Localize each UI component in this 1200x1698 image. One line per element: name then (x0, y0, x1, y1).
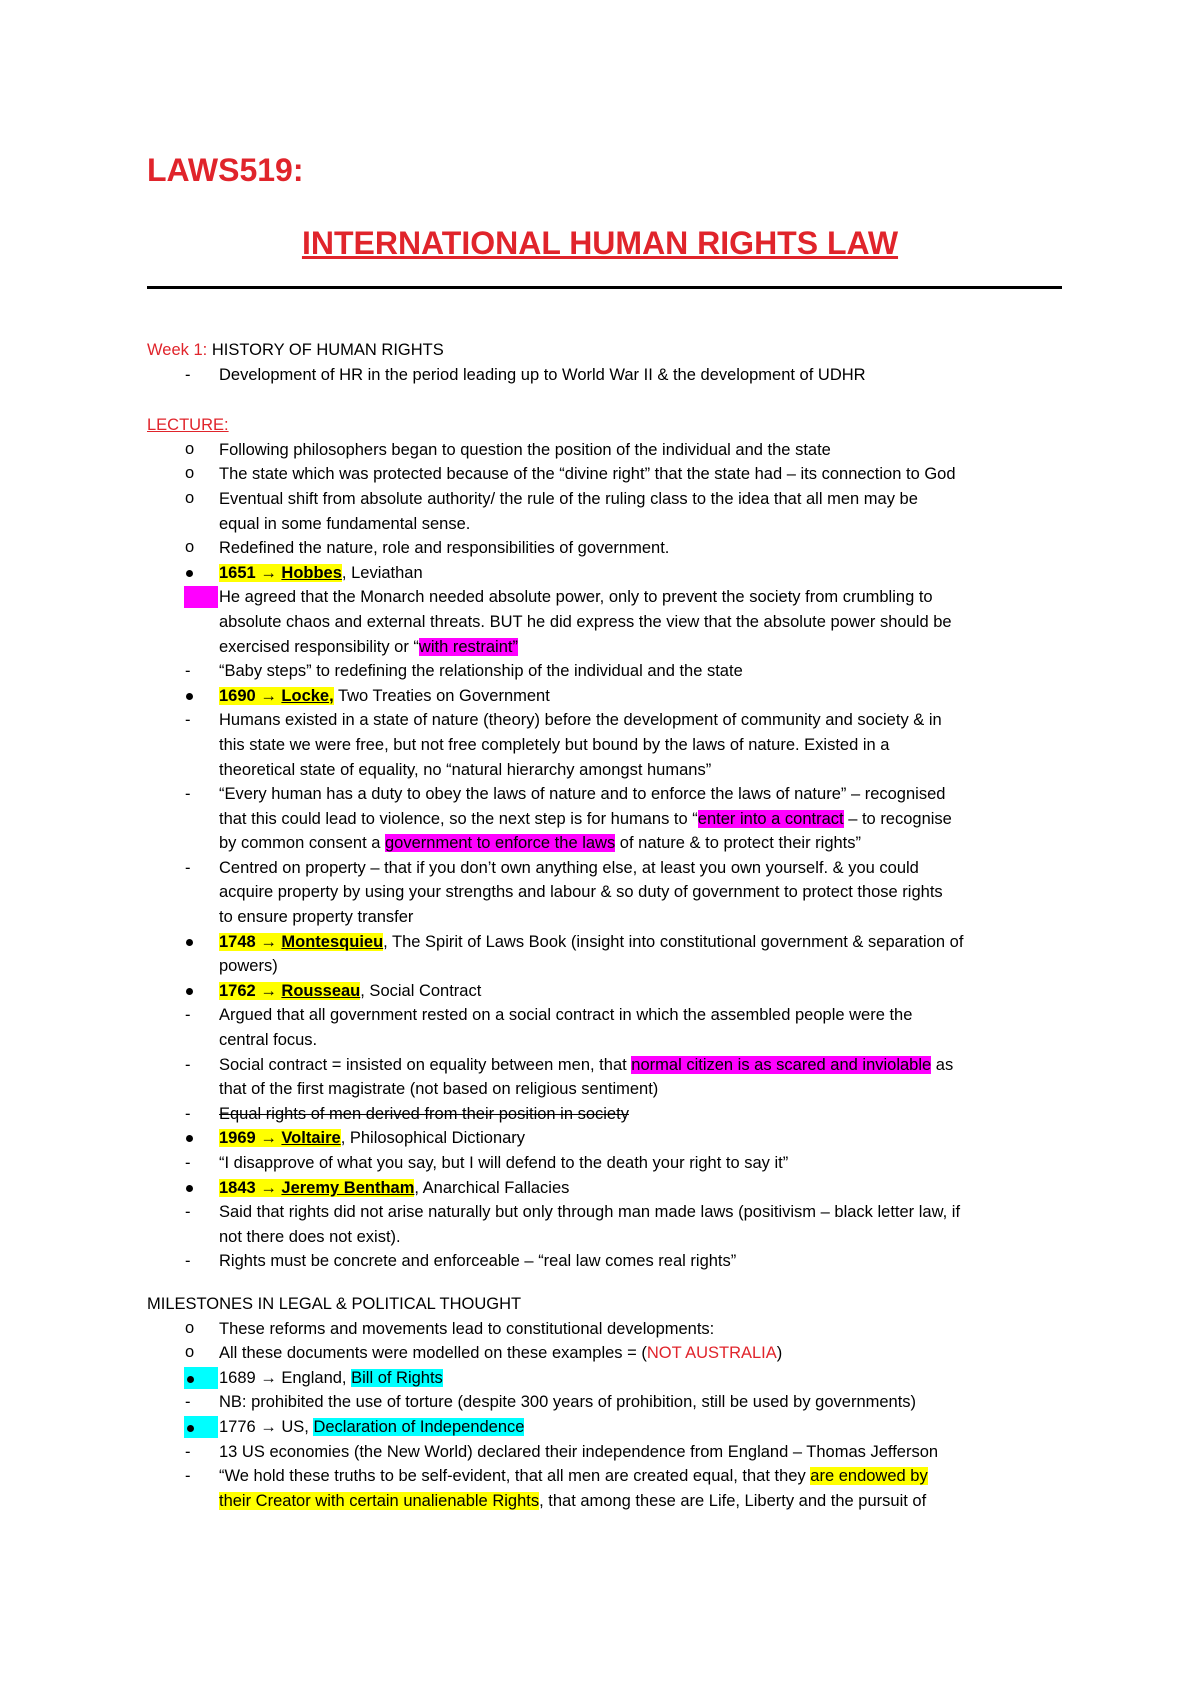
list-item: “Every human has a duty to obey the laws of nature and to enforce the laws of nature” – recognised (219, 785, 946, 804)
arrow-icon: → (260, 1178, 277, 1197)
week-heading (147, 338, 1067, 363)
list-item: Following philosophers began to question the position of the individual and the state (219, 440, 831, 459)
lecture-heading: LECTURE: (147, 416, 229, 435)
philosopher-entry: 1762 → Rousseau, Social Contract (219, 981, 482, 1000)
list-item: All these documents were modelled on these examples = (NOT AUSTRALIA) (219, 1344, 783, 1363)
list-item-continued: equal in some fundamental sense. (219, 514, 471, 533)
list-item: The state which was protected because of the “divine right” that the state had – its connection to God (219, 465, 956, 484)
list-item: “Baby steps” to redefining the relationship of the individual and the state (219, 662, 743, 681)
list-item: Humans existed in a state of nature (theory) before the development of community and society & in (219, 711, 942, 730)
philosopher-entry: 1690 → Locke, Two Treaties on Government (219, 686, 550, 705)
list-item: Said that rights did not arise naturally but only through man made laws (positivism – black letter law, if (219, 1203, 961, 1222)
philosopher-entry: 1748 → Montesquieu, The Spirit of Laws Book (insight into constitutional government & separation of (219, 932, 964, 951)
course-title: INTERNATIONAL HUMAN RIGHTS LAW (301, 225, 899, 261)
list-item: Redefined the nature, role and responsibilities of government. (219, 539, 670, 558)
milestone-entry: 1689 → England, Bill of Rights (147, 1366, 1067, 1391)
list-item: NB: prohibited the use of torture (despite 300 years of prohibition, still be used by governments) (219, 1393, 917, 1412)
list-item: These reforms and movements lead to constitutional developments: (219, 1319, 715, 1338)
milestone-entry: 1776 → US, Declaration of Independence (147, 1415, 1067, 1440)
arrow-icon: → (260, 686, 277, 705)
list-item: “I disapprove of what you say, but I will defend to the death your right to say it” (219, 1154, 789, 1172)
list-item: “We hold these truths to be self-evident, that all men are created equal, that they are endowed by (219, 1467, 928, 1486)
arrow-icon: → (260, 1129, 277, 1148)
philosopher-entry: 1651 → Hobbes, Leviathan (219, 563, 423, 582)
course-code: LAWS519: (147, 152, 304, 188)
list-item: Rights must be concrete and enforceable – “real law comes real rights” (219, 1252, 737, 1271)
list-item: Centred on property – that if you don’t own anything else, at least you own yourself. & you could (219, 858, 919, 877)
list-item: He agreed that the Monarch needed absolute power, only to prevent the society from crumbling to (147, 585, 1067, 610)
philosopher-entry: 1843 → Jeremy Bentham, Anarchical Fallacies (219, 1178, 570, 1197)
milestones-heading: MILESTONES IN LEGAL & POLITICAL THOUGHT (147, 1294, 522, 1313)
week-title: HISTORY OF HUMAN RIGHTS (211, 341, 444, 359)
list-item: 13 US economies (the New World) declared their independence from England – Thomas Jefferson (219, 1442, 939, 1461)
philosopher-entry: 1969 → Voltaire, Philosophical Dictionary (219, 1129, 526, 1148)
arrow-icon: → (260, 563, 277, 582)
struck-list-item: Equal rights of men derived from their position in society (219, 1104, 629, 1123)
list-item: Eventual shift from absolute authority/ the rule of the ruling class to the idea that all men may be (219, 489, 918, 508)
date-highlight: 1651 → Hobbes (219, 563, 342, 582)
list-item: Development of HR in the period leading up to World War II & the development of UDHR (219, 365, 866, 384)
arrow-icon: → (260, 981, 277, 1000)
arrow-icon: → (260, 932, 277, 951)
notes-body: Week 1: HISTORY OF HUMAN RIGHTS Development of HR in the period leading up to World War II & the development of UDHR LECTURE: Following philosophers began to question the position of the individual and the state The state which was protected because of the “divine right” that the state had – its connection to God Eventual shift from absolute authority/ the rule of the ruling class to the idea that all men may be equal in some fundamental sense. Redefined the nature, role and responsibilities of government. 1651 → Hobbes, Leviathan He agreed that the Monarch needed absolute power, only to prevent the society from crumbling to absolute chaos and external threats. BUT he did express the view that the absolute power should be exercised responsibility or “with restraint” “Baby steps” to redefining the relationship of the individual and the state 1690 → Locke, Two Treaties on Government Humans existed in a state of nature (theory) before the development of community and society & in this state we were free, but not free completely but bound by the laws of nature. Existed in a theoretical state of equality, no “natural hierarchy amongst humans” “Every human has a duty to obey the laws of nature and to enforce the laws of nature” – recognised that this could lead to violence, so the next step is for humans to “enter into a contract – to recognise by common consent a government to enforce the laws of nature & to protect their rights” Centred on property – that if you don’t own anything else, at least you own yourself. & you could acquire property by using your strengths and labour & so duty of government to protect those rights to ensure property transfer 1748 → Montesquieu, The Spirit of Laws Book (insight into constitutional government & separation of powers) 1762 → Rousseau, Social Contract Argued that all government rested on a social contract in which the assembled people were the central focus. Social contract = insisted on equality between men, that normal citizen is as scared and inviolable as that of the first magistrate (not based on religious sentiment) Equal rights of men derived from their position in society 1969 → Voltaire, Philosophical Dictionary “I disapprove of what you say, but I will defend to the death your right to say it” 1843 → Jeremy Bentham, Anarchical Fallacies Said that rights did not arise naturally but only through man made laws (positivism – black letter law, if not there does not exist). Rights must be concrete and enforceable – “real law comes real rights” MILESTONES IN LEGAL & POLITICAL THOUGHT These reforms and movements lead to constitutional developments: All these documents were modelled on these examples = (NOT AUSTRALIA) 1689 → England, Bill of Rights NB: prohibited the use of torture (despite 300 years of prohibition, still be used by governments) 1776 → US, Declaration of Independence 13 US economies (the New World) declared their independence from England – Thomas Jefferson “We hold these truths to be self-evident, that all men are created equal, that they are endowed by their Creator with certain unalienable Rights, that among these are Life, Liberty and the pursuit of (147, 338, 1067, 1513)
list-item: Social contract = insisted on equality between men, that normal citizen is as scared and inviolable as (219, 1055, 954, 1074)
week-label: Week 1: (147, 341, 208, 359)
title-divider (147, 286, 1062, 289)
list-item: Argued that all government rested on a social contract in which the assembled people were the (219, 1006, 913, 1025)
